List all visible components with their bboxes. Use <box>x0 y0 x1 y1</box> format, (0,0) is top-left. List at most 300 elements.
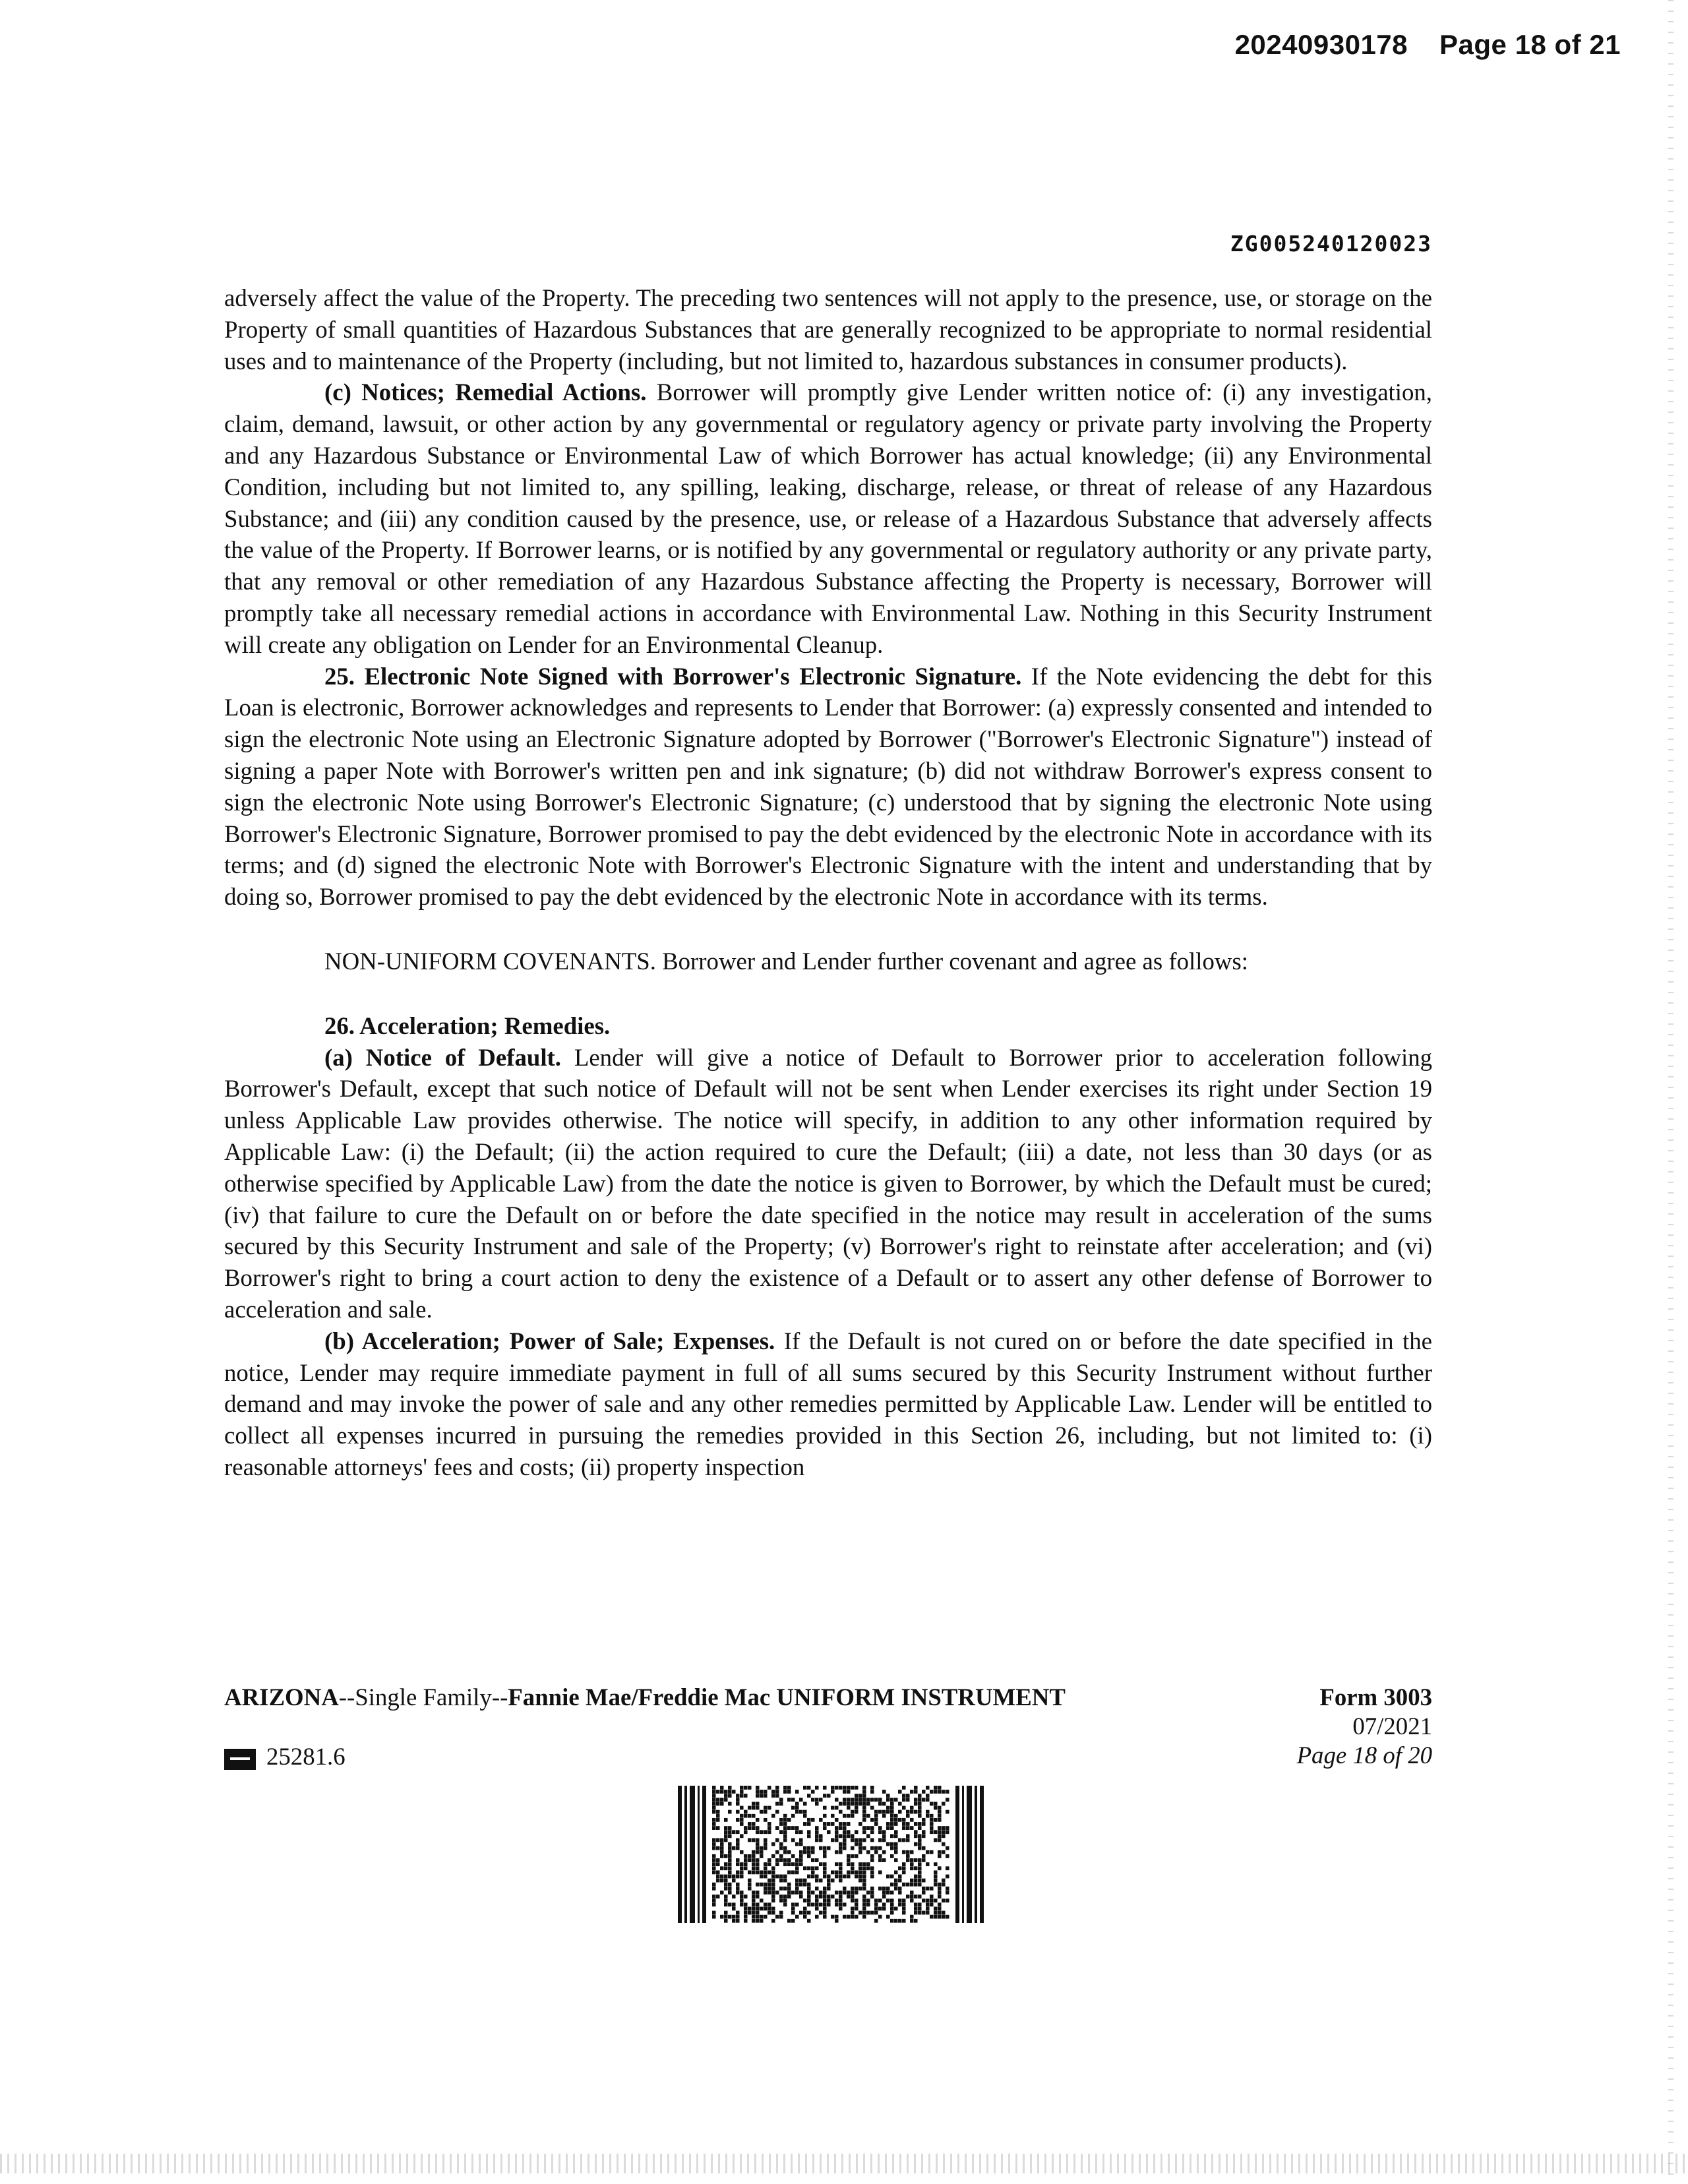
barcode-module <box>783 1826 787 1830</box>
barcode-module <box>740 1794 744 1798</box>
barcode-module <box>740 1850 744 1854</box>
barcode-module <box>724 1790 728 1794</box>
barcode-module <box>934 1870 938 1874</box>
barcode-module <box>744 1810 748 1814</box>
barcode-module <box>835 1830 839 1834</box>
barcode-module <box>843 1846 847 1850</box>
barcode-module <box>736 1875 740 1879</box>
barcode-module <box>740 1875 744 1879</box>
barcode-module <box>783 1846 787 1850</box>
barcode-module <box>922 1798 926 1802</box>
barcode-guard-bar <box>702 1786 706 1923</box>
barcode-module <box>728 1794 732 1798</box>
paragraph-acceleration-power-of-sale <box>224 1325 1432 1483</box>
barcode-module <box>855 1887 859 1891</box>
barcode-module <box>942 1898 946 1902</box>
footer-separator-1: -- <box>338 1684 355 1711</box>
barcode-module <box>819 1838 823 1842</box>
barcode-guard-bar <box>684 1786 687 1923</box>
barcode-module <box>764 1907 768 1911</box>
barcode-module <box>882 1895 886 1898</box>
barcode-module <box>882 1838 886 1842</box>
barcode-module <box>740 1866 744 1870</box>
barcode-module <box>878 1802 882 1805</box>
barcode-module <box>847 1834 851 1838</box>
barcode-module <box>918 1822 922 1826</box>
barcode-module <box>815 1902 819 1906</box>
barcode-module <box>938 1902 942 1906</box>
barcode-module <box>744 1826 748 1830</box>
barcode-module <box>902 1866 906 1870</box>
barcode-module <box>807 1902 811 1906</box>
barcode-module <box>748 1822 752 1826</box>
barcode-module <box>752 1854 756 1858</box>
barcode-module <box>874 1898 878 1902</box>
barcode-module <box>922 1822 926 1826</box>
barcode-module <box>839 1842 843 1846</box>
barcode-module <box>775 1891 779 1895</box>
barcode-module <box>938 1834 942 1838</box>
barcode-module <box>855 1875 859 1879</box>
barcode-module <box>926 1907 930 1911</box>
barcode-module <box>859 1846 862 1850</box>
barcode-module <box>740 1902 744 1906</box>
barcode-module <box>811 1891 815 1895</box>
barcode-module <box>787 1887 791 1891</box>
barcode-module <box>862 1915 866 1919</box>
barcode-module <box>934 1786 938 1790</box>
barcode-module <box>748 1826 752 1830</box>
barcode-module <box>894 1798 898 1802</box>
barcode-module <box>874 1818 878 1822</box>
barcode-module <box>720 1891 724 1895</box>
barcode-guard-bar <box>962 1786 964 1923</box>
barcode-module <box>712 1895 716 1898</box>
footer-form-block <box>1297 1683 1432 1770</box>
barcode-module <box>775 1875 779 1879</box>
barcode-module <box>724 1911 728 1915</box>
barcode-module <box>910 1826 914 1830</box>
barcode-module <box>906 1794 910 1798</box>
barcode-module <box>938 1895 942 1898</box>
barcode-module <box>799 1854 803 1858</box>
barcode-module <box>744 1915 748 1919</box>
barcode-module <box>918 1902 922 1906</box>
barcode-module <box>744 1911 748 1915</box>
barcode-module <box>851 1887 855 1891</box>
barcode-module <box>894 1858 898 1862</box>
barcode-module <box>779 1818 783 1822</box>
barcode-module <box>728 1834 732 1838</box>
barcode-module <box>886 1887 890 1891</box>
barcode-module <box>764 1846 768 1850</box>
barcode-module <box>756 1794 760 1798</box>
barcode-module <box>791 1806 795 1810</box>
barcode-module <box>866 1798 870 1802</box>
barcode-module <box>902 1798 906 1802</box>
barcode-module <box>768 1902 771 1906</box>
barcode-module <box>720 1838 724 1842</box>
barcode-module <box>752 1838 756 1842</box>
barcode-module <box>851 1846 855 1850</box>
barcode-module <box>910 1858 914 1862</box>
barcode-module <box>918 1810 922 1814</box>
barcode-module <box>898 1898 902 1902</box>
barcode-module <box>859 1875 862 1879</box>
barcode-module <box>847 1786 851 1790</box>
barcode-module <box>724 1887 728 1891</box>
document-body <box>224 282 1432 1483</box>
barcode-module <box>748 1911 752 1915</box>
barcode-module <box>882 1887 886 1891</box>
barcode-module <box>760 1790 764 1794</box>
barcode-module <box>764 1887 768 1891</box>
barcode-module <box>740 1862 744 1866</box>
barcode-guard-bar <box>980 1786 984 1923</box>
barcode-module <box>756 1891 760 1895</box>
barcode-module <box>835 1798 839 1802</box>
barcode-module <box>866 1898 870 1902</box>
barcode-module <box>934 1830 938 1834</box>
barcode-module <box>712 1838 716 1842</box>
barcode-module <box>752 1826 756 1830</box>
barcode-module <box>910 1895 914 1898</box>
barcode-module <box>779 1915 783 1919</box>
barcode-module <box>799 1798 803 1802</box>
barcode-module <box>914 1911 918 1915</box>
barcode-module <box>748 1858 752 1862</box>
barcode-module <box>835 1919 839 1923</box>
barcode-module <box>859 1822 862 1826</box>
barcode-module <box>835 1850 839 1854</box>
barcode-module <box>946 1830 950 1834</box>
barcode-module <box>752 1902 756 1906</box>
barcode-module <box>748 1879 752 1883</box>
barcode-module <box>728 1858 732 1862</box>
barcode-module <box>859 1794 862 1798</box>
barcode-module <box>918 1875 922 1879</box>
barcode-module <box>791 1854 795 1858</box>
barcode-module <box>728 1850 732 1854</box>
barcode-module <box>736 1911 740 1915</box>
barcode-module <box>890 1907 894 1911</box>
barcode-module <box>851 1915 855 1919</box>
barcode-guard-bar <box>955 1786 959 1923</box>
barcode-module <box>775 1862 779 1866</box>
barcode-module <box>922 1854 926 1858</box>
barcode-module <box>791 1911 795 1915</box>
barcode-module <box>910 1883 914 1887</box>
barcode-module <box>938 1866 942 1870</box>
barcode-module <box>886 1822 890 1826</box>
barcode-module <box>839 1850 843 1854</box>
barcode-module <box>938 1818 942 1822</box>
barcode-module <box>914 1875 918 1879</box>
barcode-module <box>736 1858 740 1862</box>
barcode-module <box>938 1850 942 1854</box>
barcode-module <box>831 1838 835 1842</box>
barcode-module <box>744 1786 748 1790</box>
barcode-module <box>938 1786 942 1790</box>
barcode-module <box>922 1911 926 1915</box>
barcode-module <box>870 1806 874 1810</box>
barcode-module <box>886 1915 890 1919</box>
barcode-module <box>815 1830 819 1834</box>
barcode-module <box>843 1790 847 1794</box>
barcode-module <box>942 1911 946 1915</box>
barcode-module <box>878 1915 882 1919</box>
barcode-module <box>815 1786 819 1790</box>
barcode-module <box>835 1870 839 1874</box>
barcode-module <box>835 1862 839 1866</box>
barcode-module <box>807 1866 811 1870</box>
barcode-module <box>855 1907 859 1911</box>
barcode-module <box>847 1814 851 1818</box>
footer-code: 25281.6 <box>266 1743 346 1770</box>
barcode-module <box>771 1875 775 1879</box>
barcode-module <box>771 1842 775 1846</box>
barcode-module <box>803 1802 807 1805</box>
barcode-module <box>775 1802 779 1805</box>
barcode-module <box>819 1846 823 1850</box>
barcode-module <box>910 1866 914 1870</box>
barcode-module <box>843 1915 847 1919</box>
barcode-module <box>847 1798 851 1802</box>
barcode-module <box>716 1846 720 1850</box>
barcode-module <box>728 1875 732 1879</box>
barcode-module <box>874 1919 878 1923</box>
barcode-module <box>775 1826 779 1830</box>
barcode-module <box>890 1806 894 1810</box>
scan-edge-right <box>1668 0 1673 2184</box>
barcode-module <box>744 1830 748 1834</box>
barcode-module <box>748 1870 752 1874</box>
barcode-module <box>752 1822 756 1826</box>
barcode-module <box>894 1846 898 1850</box>
barcode-module <box>843 1830 847 1834</box>
barcode-module <box>712 1794 716 1798</box>
barcode-module <box>870 1891 874 1895</box>
barcode-module <box>866 1911 870 1915</box>
barcode-module <box>946 1798 950 1802</box>
barcode-module <box>807 1830 811 1834</box>
barcode-module <box>732 1830 736 1834</box>
barcode-module <box>811 1875 815 1879</box>
barcode-module <box>728 1883 732 1887</box>
barcode-module <box>736 1810 740 1814</box>
acceleration-heading: (b) Acceleration; Power of Sale; Expenses. <box>324 1327 775 1354</box>
barcode-module <box>779 1895 783 1898</box>
barcode-module <box>764 1875 768 1879</box>
barcode-module <box>811 1790 815 1794</box>
barcode-module <box>764 1794 768 1798</box>
barcode-module <box>839 1898 843 1902</box>
barcode-module <box>938 1838 942 1842</box>
barcode-module <box>918 1838 922 1842</box>
barcode-module <box>736 1794 740 1798</box>
barcode-module <box>771 1790 775 1794</box>
barcode-module <box>807 1875 811 1879</box>
barcode-module <box>894 1870 898 1874</box>
barcode-module <box>906 1822 910 1826</box>
barcode-module <box>835 1834 839 1838</box>
barcode-module <box>847 1802 851 1805</box>
barcode-module <box>862 1790 866 1794</box>
barcode-module <box>847 1891 851 1895</box>
barcode-module <box>819 1902 823 1906</box>
barcode <box>678 1786 984 1923</box>
barcode-module <box>870 1854 874 1858</box>
barcode-module <box>922 1891 926 1895</box>
barcode-module <box>914 1790 918 1794</box>
barcode-module <box>890 1810 894 1814</box>
barcode-module <box>942 1826 946 1830</box>
barcode-module <box>851 1911 855 1915</box>
barcode-module <box>862 1907 866 1911</box>
barcode-module <box>819 1895 823 1898</box>
barcode-module <box>732 1790 736 1794</box>
barcode-module <box>902 1826 906 1830</box>
barcode-module <box>756 1790 760 1794</box>
barcode-module <box>946 1898 950 1902</box>
barcode-module <box>732 1902 736 1906</box>
barcode-module <box>843 1875 847 1879</box>
barcode-module <box>740 1870 744 1874</box>
barcode-module <box>894 1850 898 1854</box>
barcode-module <box>839 1822 843 1826</box>
barcode-module <box>914 1895 918 1898</box>
barcode-module <box>898 1838 902 1842</box>
barcode-module <box>894 1814 898 1818</box>
barcode-module <box>779 1898 783 1902</box>
barcode-module <box>855 1854 859 1858</box>
barcode-module <box>736 1830 740 1834</box>
barcode-module <box>736 1915 740 1919</box>
barcode-module <box>728 1902 732 1906</box>
barcode-module <box>898 1891 902 1895</box>
barcode-module <box>859 1850 862 1854</box>
barcode-module <box>827 1822 831 1826</box>
barcode-module <box>807 1898 811 1902</box>
barcode-module <box>914 1834 918 1838</box>
barcode-module <box>712 1822 716 1826</box>
barcode-module <box>898 1875 902 1879</box>
barcode-module <box>803 1850 807 1854</box>
barcode-module <box>744 1862 748 1866</box>
barcode-module <box>882 1850 886 1854</box>
barcode-module <box>716 1838 720 1842</box>
barcode-module <box>862 1883 866 1887</box>
barcode-module <box>862 1895 866 1898</box>
barcode-module <box>914 1830 918 1834</box>
barcode-module <box>748 1883 752 1887</box>
barcode-module <box>942 1850 946 1854</box>
barcode-module <box>823 1846 827 1850</box>
barcode-module <box>918 1794 922 1798</box>
barcode-module <box>783 1879 787 1883</box>
barcode-module <box>942 1842 946 1846</box>
barcode-module <box>926 1814 930 1818</box>
barcode-module <box>870 1818 874 1822</box>
barcode-module <box>712 1802 716 1805</box>
barcode-module <box>760 1907 764 1911</box>
barcode-module <box>890 1891 894 1895</box>
barcode-module <box>823 1870 827 1874</box>
barcode-module <box>866 1862 870 1866</box>
barcode-module <box>815 1834 819 1838</box>
barcode-module <box>819 1798 823 1802</box>
barcode-module <box>716 1858 720 1862</box>
barcode-module <box>716 1870 720 1874</box>
barcode-module <box>890 1883 894 1887</box>
barcode-module <box>922 1879 926 1883</box>
barcode-module <box>760 1810 764 1814</box>
barcode-module <box>906 1826 910 1830</box>
barcode-module <box>728 1887 732 1891</box>
barcode-module <box>870 1830 874 1834</box>
barcode-module <box>843 1802 847 1805</box>
barcode-module <box>942 1830 946 1834</box>
barcode-module <box>934 1818 938 1822</box>
barcode-module <box>902 1883 906 1887</box>
barcode-module <box>918 1866 922 1870</box>
barcode-module <box>918 1806 922 1810</box>
barcode-module <box>728 1866 732 1870</box>
barcode-module <box>886 1794 890 1798</box>
barcode-module <box>890 1834 894 1838</box>
barcode-module <box>736 1842 740 1846</box>
barcode-module <box>843 1798 847 1802</box>
barcode-module <box>791 1891 795 1895</box>
barcode-module <box>764 1830 768 1834</box>
barcode-module <box>831 1822 835 1826</box>
barcode-module <box>752 1806 756 1810</box>
barcode-module <box>736 1798 740 1802</box>
barcode-module <box>843 1838 847 1842</box>
barcode-module <box>894 1822 898 1826</box>
barcode-module <box>914 1798 918 1802</box>
barcode-module <box>748 1838 752 1842</box>
barcode-module <box>934 1915 938 1919</box>
barcode-module <box>807 1919 811 1923</box>
barcode-module <box>779 1822 783 1826</box>
barcode-module <box>744 1866 748 1870</box>
barcode-module <box>886 1810 890 1814</box>
barcode-module <box>811 1858 815 1862</box>
barcode-module <box>799 1911 803 1915</box>
barcode-module <box>906 1895 910 1898</box>
barcode-module <box>716 1818 720 1822</box>
barcode-module <box>890 1798 894 1802</box>
barcode-module <box>752 1911 756 1915</box>
barcode-module <box>862 1898 866 1902</box>
barcode-module <box>930 1850 934 1854</box>
barcode-module <box>803 1822 807 1826</box>
barcode-module <box>902 1911 906 1915</box>
barcode-module <box>787 1786 791 1790</box>
barcode-module <box>771 1907 775 1911</box>
barcode-module <box>839 1810 843 1814</box>
barcode-module <box>922 1846 926 1850</box>
notice-of-default-text: Lender will give a notice of Default to Borrower prior to acceleration following Borrower's Default, except that such notice of Default will not be sent when Lender exercises its right under Section 19 unless Applicable Law provides otherwise. The notice will specify, in addition to any other information required by Applicable Law: (i) the Default; (ii) the action required to cure the Default; (iii) a date, not less than 30 days (or as otherwise specified by Applicable Law) from the date the notice is given to Borrower, by which the Default must be cured; (iv) that failure to cure the Default on or before the date specified in the notice may result in acceleration of the sums secured by this Security Instrument and sale of the Property; (v) Borrower's right to reinstate after acceleration; and (vi) Borrower's right to bring a court action to deny the existence of a Default or to assert any other defense of Borrower to acceleration and sale. <box>224 1043 1432 1323</box>
barcode-module <box>878 1858 882 1862</box>
barcode-module <box>862 1846 866 1850</box>
barcode-module <box>728 1842 732 1846</box>
barcode-module <box>930 1895 934 1898</box>
barcode-module <box>803 1879 807 1883</box>
barcode-module <box>752 1907 756 1911</box>
barcode-module <box>823 1887 827 1891</box>
